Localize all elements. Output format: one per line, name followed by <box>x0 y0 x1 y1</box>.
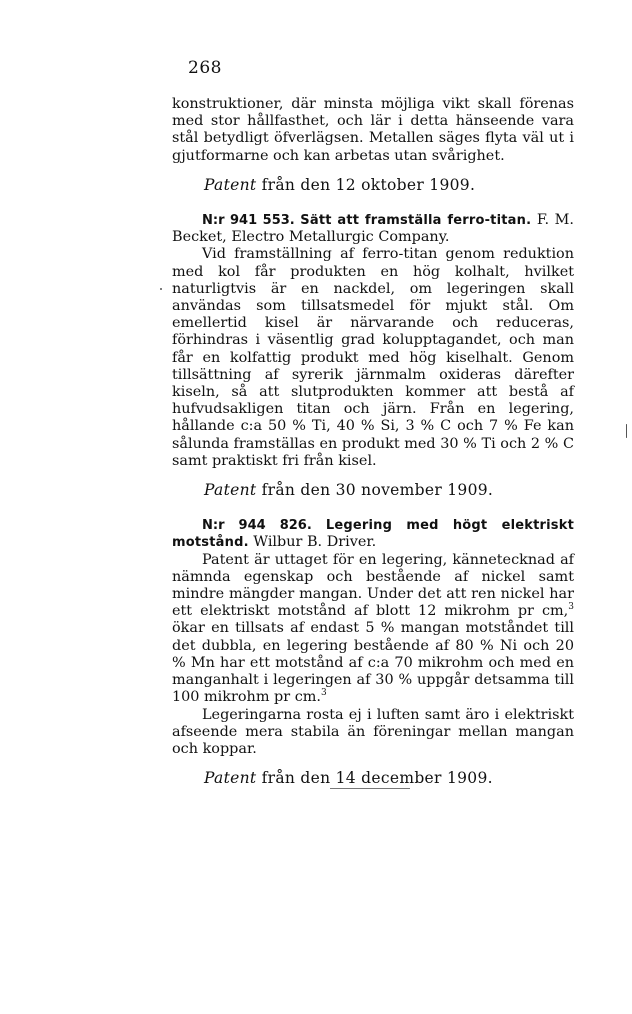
margin-speck <box>626 424 627 438</box>
patent-number: N:r 941 553. <box>202 213 295 229</box>
patent-label: Patent <box>204 481 257 500</box>
entry-body: Legeringarna rosta ej i luften samt äro i elektriskt afseende mera stabila än föreningar mellan mangan och koppar. <box>172 706 574 757</box>
entry-patent-date <box>172 770 574 787</box>
patent-label: Patent <box>204 175 257 194</box>
entry-body-part: ökar en tillsats af endast 5 % mangan motståndet till det dubbla, en legering bestående af 80 % Ni och 20 % Mn har ett motstånd af c:a 70 mikrohm och med en manganhalt i legeringen af 30 % uppgår detsamma till 100 mikrohm pr cm. <box>172 620 574 706</box>
section-divider <box>330 788 410 789</box>
patent-assignee: Wilbur B. Driver. <box>253 534 377 551</box>
entry-body-part: Patent är uttaget för en legering, kännetecknad af nämnda egenskap och bestående af nickel samt mindre mängder mangan. Under det att ren nickel har ett elektriskt motstånd af blott 12 mikrohm pr cm, <box>172 551 574 620</box>
patent-label: Patent <box>204 769 257 788</box>
patent-date-text: från den 12 oktober 1909. <box>261 175 476 194</box>
superscript: 3 <box>321 688 327 699</box>
intro-paragraph: konstruktioner, där minsta möjliga vikt skall förenas med stor hållfasthet, och lär i detta hänseende vara stål betydligt öfverlägsen. Metallen säges flyta väl ut i gjutformarne och kan arbetas utan svårighet. <box>172 96 574 164</box>
patent-date-text: från den 30 november 1909. <box>261 481 494 500</box>
patent-number: N:r 944 826. <box>202 518 312 534</box>
patent-title: Legering med högt elektriskt motstånd. <box>172 518 574 551</box>
patent-title: Sätt att framställa ferro-titan. <box>300 213 532 229</box>
patent-assignee: F. M. Becket, Electro Metallurgic Company. <box>172 212 574 246</box>
entry-patent-date <box>172 482 574 499</box>
entry-heading <box>172 517 574 551</box>
text-column <box>172 96 574 805</box>
entry-body <box>172 552 574 707</box>
margin-speck <box>160 288 162 290</box>
intro-patent-date <box>172 177 574 194</box>
entry-heading <box>172 212 574 246</box>
entry-body: Vid framställning af ferro-titan genom reduktion med kol får produkten en hög kolhalt, hvilket naturligtvis är en nackdel, om legeringen skall användas som tillsatsmedel för mjukt stål. Om emellertid kisel är närvarande och reduceras, förhindras i väsentlig grad kolupptagandet, och man får en kolfattig produkt med hög kiselhalt. Genom tillsättning af syrerik järnmalm oxideras därefter kiseln, så att slutprodukten kommer att bestå af hufvudsakligen titan och järn. Från en legering, hållande c:a 50 % Ti, 40 % Si, 3 % C och 7 % Fe kan sålunda framställas en produkt med 30 % Ti och 2 % C samt praktiskt fri från kisel. <box>172 246 574 469</box>
patent-date-text: från den 14 december 1909. <box>261 769 493 788</box>
superscript: 3 <box>568 602 574 613</box>
page-number: 268 <box>188 58 222 78</box>
